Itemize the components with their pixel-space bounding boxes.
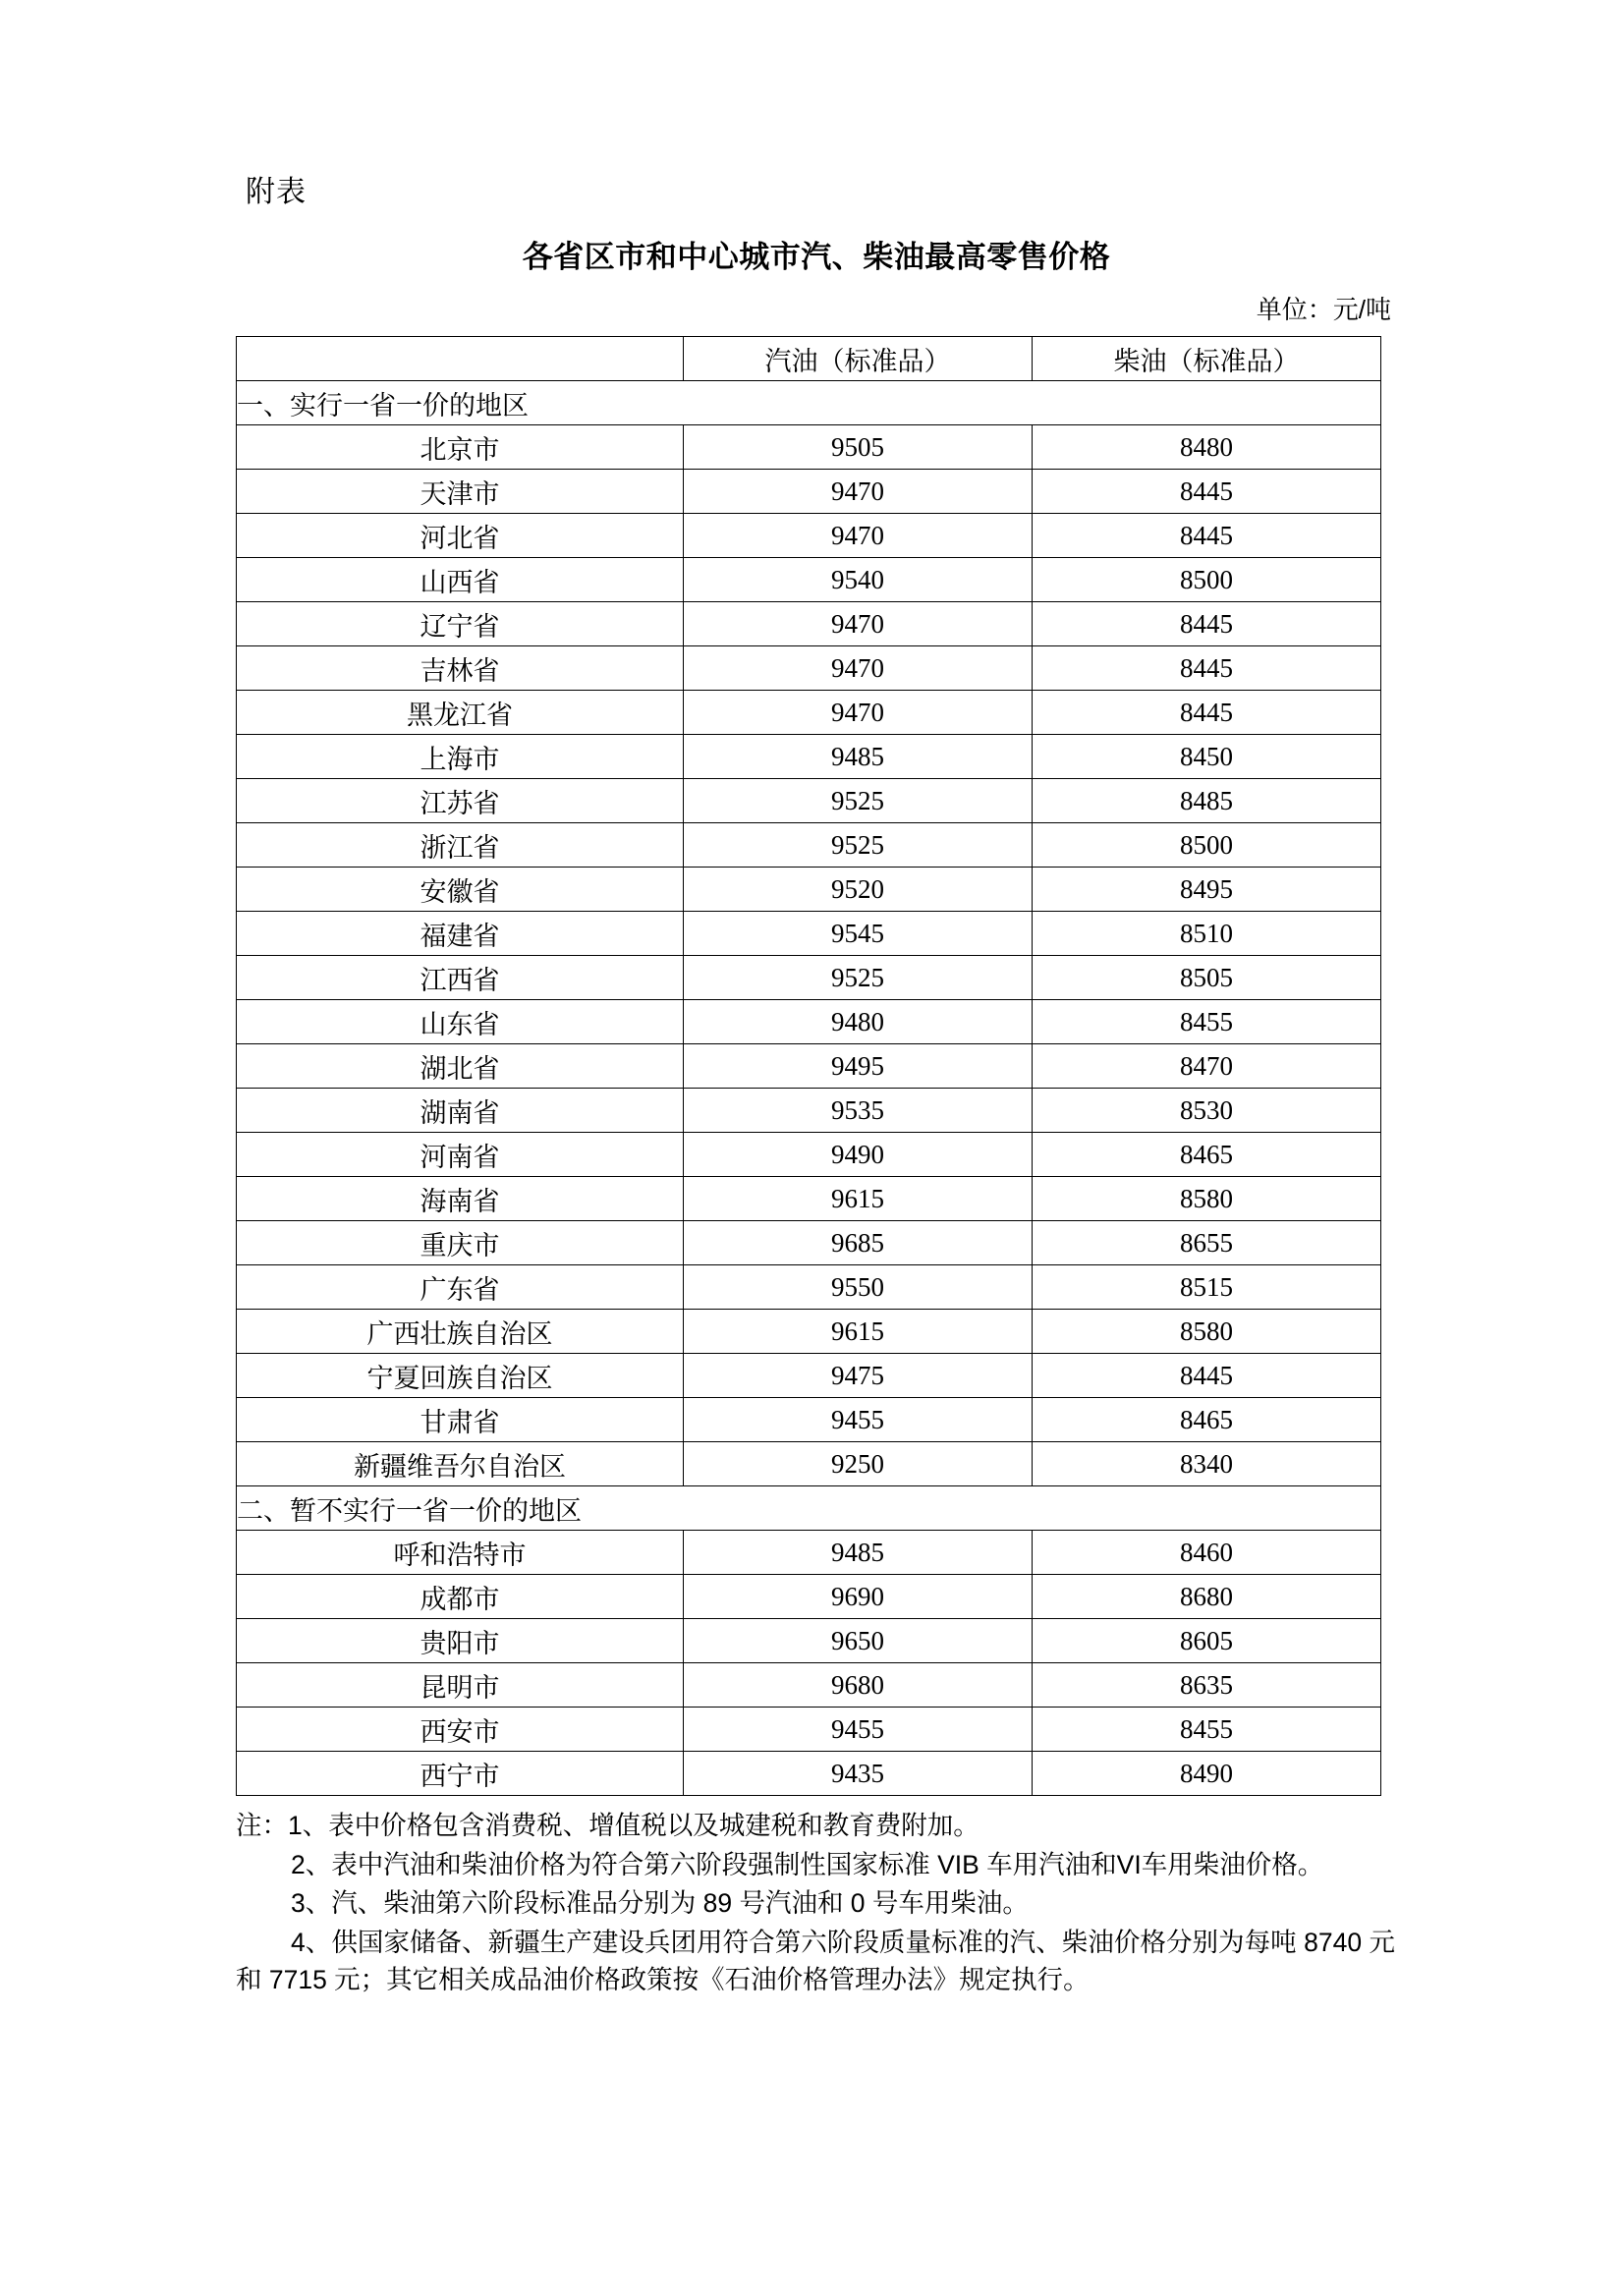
region-name-cell: 宁夏回族自治区 — [237, 1354, 684, 1398]
diesel-price-cell: 8515 — [1033, 1265, 1381, 1310]
table-row — [237, 1000, 1381, 1044]
region-name-cell: 上海市 — [237, 735, 684, 779]
gasoline-price-cell: 9505 — [684, 425, 1033, 470]
table-section-row — [237, 381, 1381, 425]
table-section-row — [237, 1486, 1381, 1531]
diesel-price-cell: 8605 — [1033, 1619, 1381, 1663]
diesel-price-cell: 8445 — [1033, 514, 1381, 558]
region-name-cell: 吉林省 — [237, 646, 684, 691]
diesel-price-cell: 8465 — [1033, 1398, 1381, 1442]
gasoline-price-cell: 9680 — [684, 1663, 1033, 1708]
table-row — [237, 602, 1381, 646]
region-name-cell: 湖北省 — [237, 1044, 684, 1089]
page-title: 各省区市和中心城市汽、柴油最高零售价格 — [522, 240, 1111, 274]
diesel-price-cell: 8580 — [1033, 1310, 1381, 1354]
table-row — [237, 1575, 1381, 1619]
table-row — [237, 1089, 1381, 1133]
header-gasoline: 汽油（标准品） — [684, 337, 1033, 381]
note-item: 注：1、表中价格包含消费税、增值税以及城建税和教育费附加。 — [236, 1811, 979, 1840]
diesel-price-cell: 8500 — [1033, 558, 1381, 602]
region-name-cell: 新疆维吾尔自治区 — [237, 1442, 684, 1486]
diesel-price-cell: 8655 — [1033, 1221, 1381, 1265]
table-row — [237, 691, 1381, 735]
region-name-cell: 天津市 — [237, 470, 684, 514]
unit-label: 单位：元/吨 — [1256, 295, 1391, 324]
region-name-cell: 广西壮族自治区 — [237, 1310, 684, 1354]
diesel-price-cell: 8470 — [1033, 1044, 1381, 1089]
gasoline-price-cell: 9480 — [684, 1000, 1033, 1044]
price-table — [236, 336, 1381, 1796]
gasoline-price-cell: 9435 — [684, 1752, 1033, 1796]
region-name-cell: 江苏省 — [237, 779, 684, 823]
diesel-price-cell: 8455 — [1033, 1708, 1381, 1752]
table-header-row — [237, 337, 1381, 381]
table-row — [237, 1442, 1381, 1486]
table-row — [237, 779, 1381, 823]
diesel-price-cell: 8490 — [1033, 1752, 1381, 1796]
gasoline-price-cell: 9520 — [684, 868, 1033, 912]
region-name-cell: 昆明市 — [237, 1663, 684, 1708]
diesel-price-cell: 8510 — [1033, 912, 1381, 956]
diesel-price-cell: 8480 — [1033, 425, 1381, 470]
note-item: 4、供国家储备、新疆生产建设兵团用符合第六阶段质量标准的汽、柴油价格分别为每吨 8740 元和 7715 元；其它相关成品油价格政策按《石油价格管理办法》规定执行。 — [236, 1927, 1395, 1994]
gasoline-price-cell: 9535 — [684, 1089, 1033, 1133]
gasoline-price-cell: 9490 — [684, 1133, 1033, 1177]
table-row — [237, 912, 1381, 956]
diesel-price-cell: 8445 — [1033, 646, 1381, 691]
table-row — [237, 735, 1381, 779]
table-row — [237, 1708, 1381, 1752]
region-name-cell: 北京市 — [237, 425, 684, 470]
region-name-cell: 贵阳市 — [237, 1619, 684, 1663]
table-row — [237, 1265, 1381, 1310]
gasoline-price-cell: 9495 — [684, 1044, 1033, 1089]
gasoline-price-cell: 9250 — [684, 1442, 1033, 1486]
gasoline-price-cell: 9475 — [684, 1354, 1033, 1398]
diesel-price-cell: 8500 — [1033, 823, 1381, 868]
diesel-price-cell: 8505 — [1033, 956, 1381, 1000]
table-row — [237, 470, 1381, 514]
gasoline-price-cell: 9615 — [684, 1177, 1033, 1221]
table-row — [237, 1044, 1381, 1089]
gasoline-price-cell: 9470 — [684, 470, 1033, 514]
diesel-price-cell: 8450 — [1033, 735, 1381, 779]
diesel-price-cell: 8465 — [1033, 1133, 1381, 1177]
gasoline-price-cell: 9615 — [684, 1310, 1033, 1354]
gasoline-price-cell: 9485 — [684, 735, 1033, 779]
diesel-price-cell: 8460 — [1033, 1531, 1381, 1575]
gasoline-price-cell: 9455 — [684, 1398, 1033, 1442]
table-row — [237, 1752, 1381, 1796]
table-row — [237, 823, 1381, 868]
gasoline-price-cell: 9470 — [684, 602, 1033, 646]
region-name-cell: 海南省 — [237, 1177, 684, 1221]
region-name-cell: 江西省 — [237, 956, 684, 1000]
region-name-cell: 福建省 — [237, 912, 684, 956]
gasoline-price-cell: 9685 — [684, 1221, 1033, 1265]
region-name-cell: 山东省 — [237, 1000, 684, 1044]
gasoline-price-cell: 9550 — [684, 1265, 1033, 1310]
gasoline-price-cell: 9690 — [684, 1575, 1033, 1619]
table-row — [237, 1310, 1381, 1354]
gasoline-price-cell: 9470 — [684, 691, 1033, 735]
region-name-cell: 山西省 — [237, 558, 684, 602]
table-row — [237, 956, 1381, 1000]
note-item: 2、表中汽油和柴油价格为符合第六阶段强制性国家标准 VIB 车用汽油和VI车用柴油价格。 — [291, 1849, 1324, 1879]
gasoline-price-cell: 9470 — [684, 514, 1033, 558]
diesel-price-cell: 8445 — [1033, 602, 1381, 646]
region-name-cell: 河北省 — [237, 514, 684, 558]
diesel-price-cell: 8635 — [1033, 1663, 1381, 1708]
diesel-price-cell: 8445 — [1033, 470, 1381, 514]
table-row — [237, 646, 1381, 691]
table-row — [237, 425, 1381, 470]
header-diesel: 柴油（标准品） — [1033, 337, 1381, 381]
table-row — [237, 1354, 1381, 1398]
diesel-price-cell: 8680 — [1033, 1575, 1381, 1619]
table-row — [237, 1619, 1381, 1663]
notes-block — [236, 1808, 1395, 1998]
region-name-cell: 西宁市 — [237, 1752, 684, 1796]
table-row — [237, 868, 1381, 912]
region-name-cell: 安徽省 — [237, 868, 684, 912]
diesel-price-cell: 8495 — [1033, 868, 1381, 912]
region-name-cell: 甘肃省 — [237, 1398, 684, 1442]
region-name-cell: 重庆市 — [237, 1221, 684, 1265]
table-row — [237, 1663, 1381, 1708]
gasoline-price-cell: 9650 — [684, 1619, 1033, 1663]
diesel-price-cell: 8340 — [1033, 1442, 1381, 1486]
table-row — [237, 1133, 1381, 1177]
diesel-price-cell: 8445 — [1033, 1354, 1381, 1398]
attachment-label: 附表 — [246, 176, 307, 208]
diesel-price-cell: 8485 — [1033, 779, 1381, 823]
table-section-heading: 二、暂不实行一省一价的地区 — [237, 1486, 1381, 1531]
table-row — [237, 1221, 1381, 1265]
table-row — [237, 558, 1381, 602]
region-name-cell: 浙江省 — [237, 823, 684, 868]
diesel-price-cell: 8455 — [1033, 1000, 1381, 1044]
table-row — [237, 514, 1381, 558]
table-section-heading: 一、实行一省一价的地区 — [237, 381, 1381, 425]
gasoline-price-cell: 9545 — [684, 912, 1033, 956]
region-name-cell: 河南省 — [237, 1133, 684, 1177]
region-name-cell: 辽宁省 — [237, 602, 684, 646]
header-blank — [237, 337, 684, 381]
region-name-cell: 湖南省 — [237, 1089, 684, 1133]
gasoline-price-cell: 9525 — [684, 956, 1033, 1000]
region-name-cell: 呼和浩特市 — [237, 1531, 684, 1575]
region-name-cell: 西安市 — [237, 1708, 684, 1752]
table-row — [237, 1531, 1381, 1575]
note-item: 3、汽、柴油第六阶段标准品分别为 89 号汽油和 0 号车用柴油。 — [291, 1888, 1029, 1919]
gasoline-price-cell: 9525 — [684, 779, 1033, 823]
gasoline-price-cell: 9470 — [684, 646, 1033, 691]
gasoline-price-cell: 9455 — [684, 1708, 1033, 1752]
gasoline-price-cell: 9540 — [684, 558, 1033, 602]
diesel-price-cell: 8445 — [1033, 691, 1381, 735]
gasoline-price-cell: 9525 — [684, 823, 1033, 868]
diesel-price-cell: 8530 — [1033, 1089, 1381, 1133]
table-row — [237, 1177, 1381, 1221]
region-name-cell: 成都市 — [237, 1575, 684, 1619]
table-row — [237, 1398, 1381, 1442]
region-name-cell: 广东省 — [237, 1265, 684, 1310]
gasoline-price-cell: 9485 — [684, 1531, 1033, 1575]
diesel-price-cell: 8580 — [1033, 1177, 1381, 1221]
region-name-cell: 黑龙江省 — [237, 691, 684, 735]
